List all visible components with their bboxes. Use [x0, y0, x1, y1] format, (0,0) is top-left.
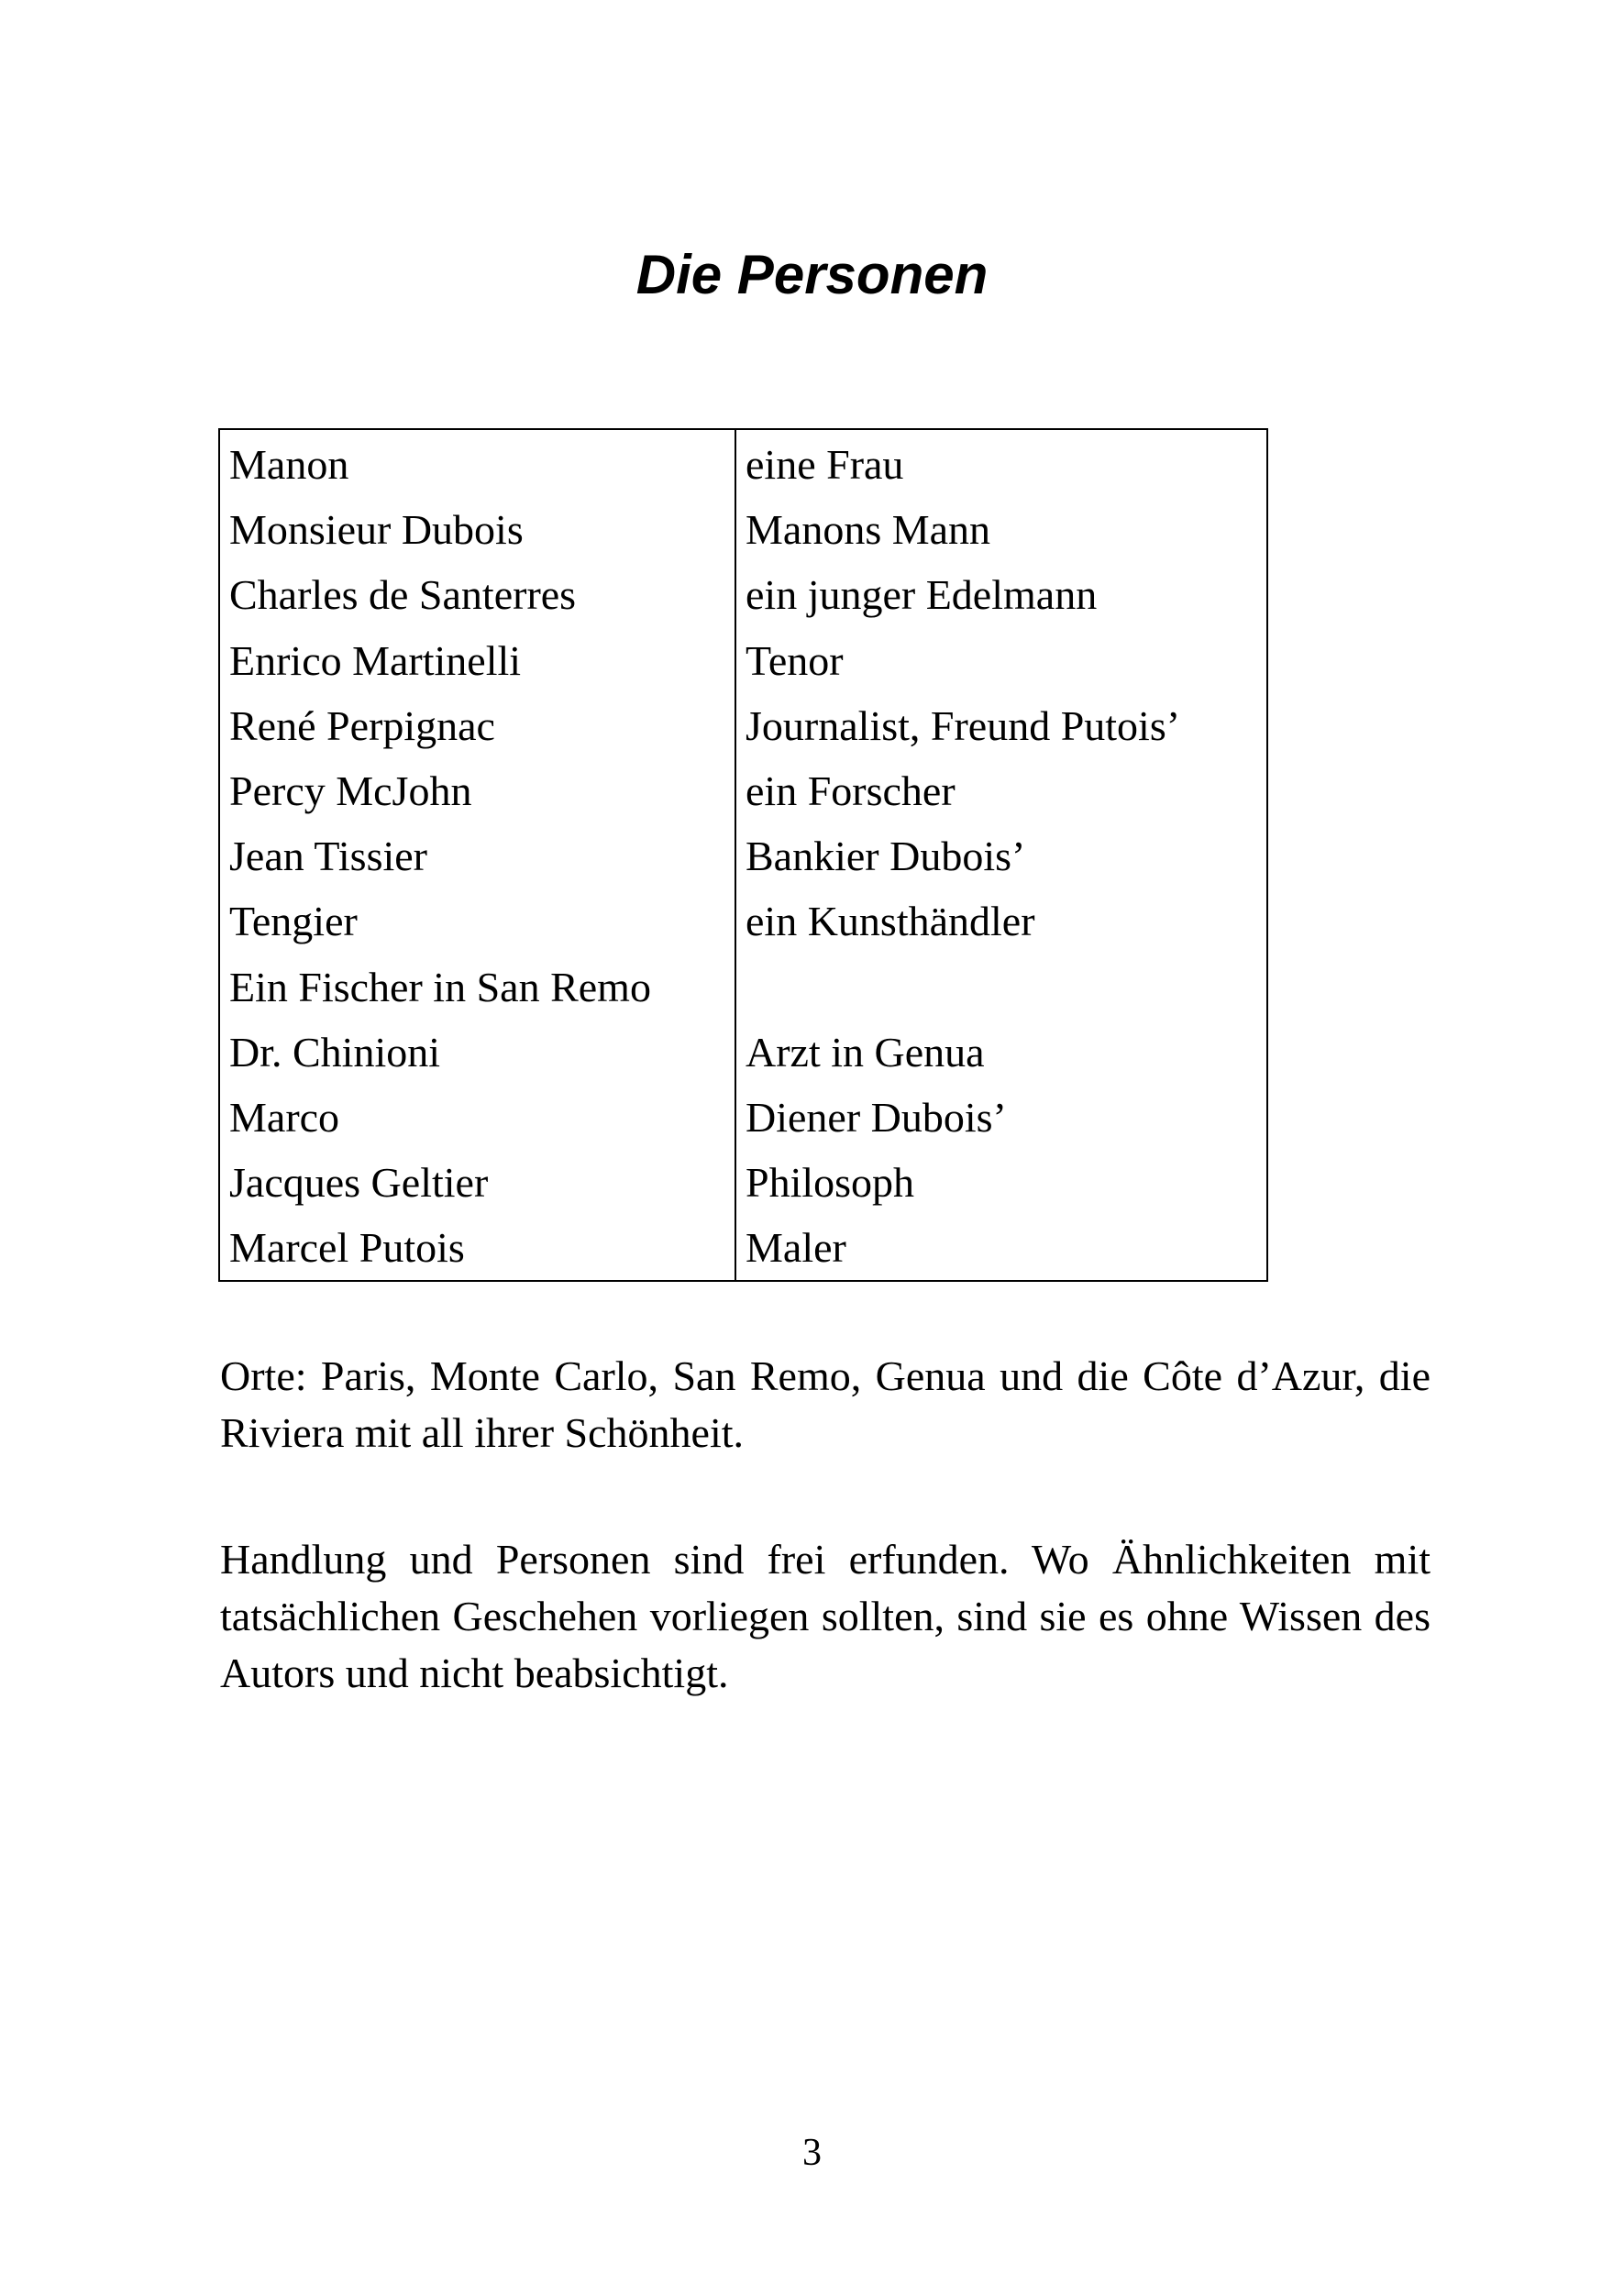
character-name: Marcel Putois [219, 1215, 735, 1281]
character-name: Jacques Geltier [219, 1150, 735, 1215]
character-role: ein junger Edelmann [735, 562, 1267, 627]
table-row [219, 1020, 1267, 1085]
disclaimer-paragraph: Handlung und Personen sind frei erfunden. Wo Ähnlichkeiten mit tatsächlichen Geschehen vorliegen sollten, sind sie es ohne Wissen des Autors und nicht beabsichtigt. [220, 1536, 1431, 1696]
character-role [735, 954, 1267, 1020]
page-number: 3 [802, 2132, 822, 2174]
table-row [219, 562, 1267, 627]
table-row [219, 628, 1267, 693]
character-name: René Perpignac [219, 693, 735, 758]
character-name: Tengier [219, 888, 735, 954]
table-row [219, 429, 1267, 497]
character-role: Arzt in Genua [735, 1020, 1267, 1085]
character-role: ein Kunsthändler [735, 888, 1267, 954]
table-row [219, 1150, 1267, 1215]
character-name: Jean Tissier [219, 823, 735, 888]
character-role: Maler [735, 1215, 1267, 1281]
character-role: Manons Mann [735, 497, 1267, 562]
character-role: eine Frau [735, 429, 1267, 497]
page-title: Die Personen [635, 244, 989, 305]
places-paragraph: Orte: Paris, Monte Carlo, San Remo, Genua und die Côte d’Azur, die Riviera mit all ihrer Schönheit. [220, 1352, 1431, 1456]
character-role: Diener Dubois’ [735, 1085, 1267, 1150]
character-name: Enrico Martinelli [219, 628, 735, 693]
cast-table-body [219, 429, 1267, 1281]
table-row [219, 497, 1267, 562]
character-role: Journalist, Freund Putois’ [735, 693, 1267, 758]
table-row [219, 1215, 1267, 1281]
character-name: Percy McJohn [219, 758, 735, 823]
character-name: Charles de Santerres [219, 562, 735, 627]
character-role: Bankier Dubois’ [735, 823, 1267, 888]
cast-table [218, 428, 1268, 1282]
table-row [219, 693, 1267, 758]
character-name: Manon [219, 429, 735, 497]
table-row [219, 823, 1267, 888]
character-role: Tenor [735, 628, 1267, 693]
character-name: Ein Fischer in San Remo [219, 954, 735, 1020]
character-name: Monsieur Dubois [219, 497, 735, 562]
table-row [219, 954, 1267, 1020]
table-row [219, 1085, 1267, 1150]
character-name: Dr. Chinioni [219, 1020, 735, 1085]
table-row [219, 758, 1267, 823]
character-role: ein Forscher [735, 758, 1267, 823]
character-role: Philosoph [735, 1150, 1267, 1215]
table-row [219, 888, 1267, 954]
character-name: Marco [219, 1085, 735, 1150]
